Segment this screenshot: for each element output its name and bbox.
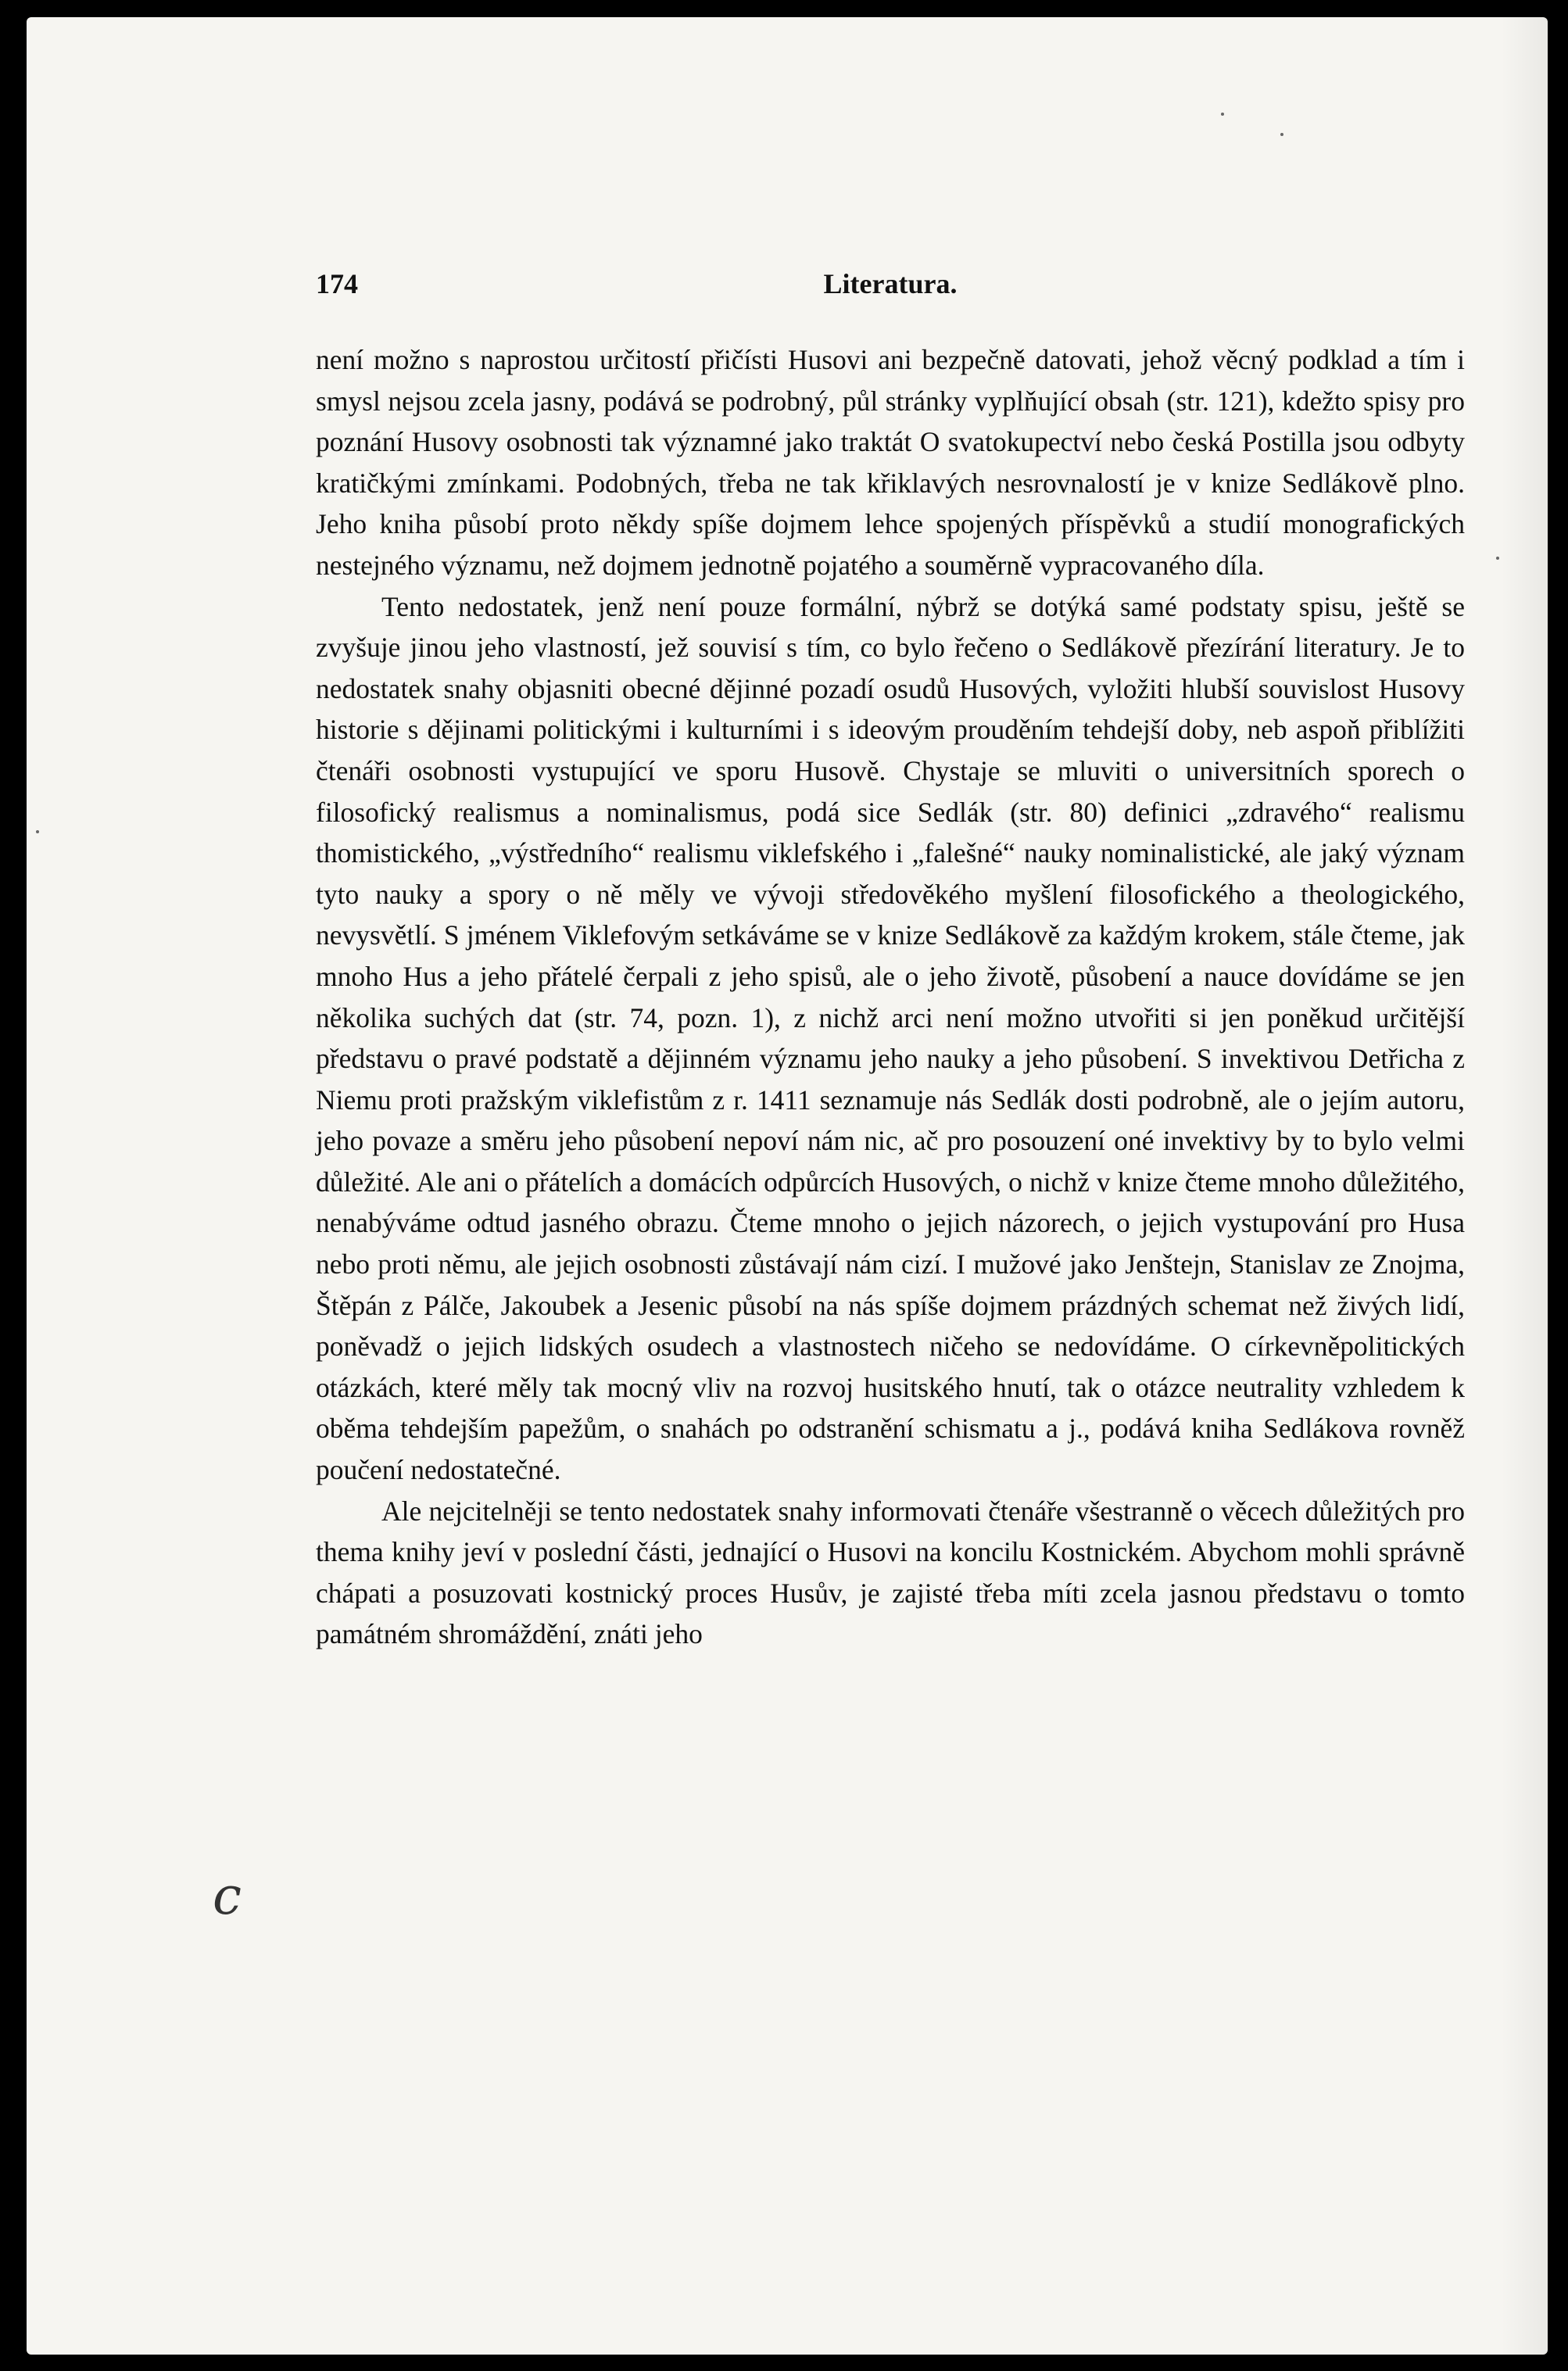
page-header xyxy=(316,267,1465,306)
paragraph-1: není možno s naprostou určitostí přičísti Husovi ani bezpečně datovati, jehož věcný podklad a tím i smysl nejsou zcela jasny, podává se podrobný, půl stránky vyplňující obsah (str. 121), kdežto spisy pro poznání Husovy osobnosti tak významné jako traktát O svatokupectví nebo česká Postilla jsou odbyty kratičkými zmínkami. Podobných, třeba ne tak křiklavých nesrovnalostí je v knize Sedlákově plno. Jeho kniha působí proto někdy spíše dojmem lehce spojených příspěvků a studií monografických nestejného významu, než dojmem jednotně pojatého a souměrně vypracovaného díla. xyxy=(316,344,1465,581)
page-edge-shadow xyxy=(1501,17,1548,2355)
scan-speck xyxy=(1280,133,1283,136)
margin-annotation: c xyxy=(213,1866,242,1926)
paragraph-2: Tento nedostatek, jenž není pouze formální, nýbrž se dotýká samé podstaty spisu, ještě se zvyšuje jinou jeho vlastností, jež souvisí s tím, co bylo řečeno o Sedlákově přezírání literatury. Je to nedostatek snahy objasniti obecné dějinné pozadí osudů Husových, vyložiti hlubší souvislost Husovy historie s dějinami politickými i kulturními i s ideovým prouděním tehdejší doby, neb aspoň přiblížiti čtenáři osobnosti vystupující ve sporu Husově. Chystaje se mluviti o universitních sporech o filosofický realismus a nominalismus, podá sice Sedlák (str. 80) definici „zdravého“ realismu thomistického, „výstředního“ realismu viklefského i „falešné“ nauky nominalistické, ale jaký význam tyto nauky a spory o ně měly ve vývoji středověkého myšlení filosofického a theologického, nevysvětlí. S jménem Viklefovým setkáváme se v knize Sedlákově za každým krokem, stále čteme, jak mnoho Hus a jeho přátelé čerpali z jeho spisů, ale o jeho životě, působení a nauce dovídáme se jen několika suchých dat (str. 74, pozn. 1), z nichž arci není možno utvořiti si jen poněkud určitější představu o pravé podstatě a dějinném významu jeho nauky a jeho působení. S invektivou Detřicha z Niemu proti pražským viklefistům z r. 1411 seznamuje nás Sedlák dosti podrobně, ale o jejím autoru, jeho povaze a směru jeho působení nepoví nám nic, ač pro posouzení oné invektivy by to bylo velmi důležité. Ale ani o přátelích a domácích odpůrcích Husových, o nichž v knize čteme mnoho důležitého, nenabýváme odtud jasného obrazu. Čteme mnoho o jejich názorech, o jejich vystupování pro Husa nebo proti němu, ale jejich osobnosti zůstávají nám cizí. I mužové jako Jenštejn, Stanislav ze Znojma, Štěpán z Pálče, Jakoubek a Jesenic působí na nás spíše dojmem prázdných schemat než živých lidí, poněvadž o jejich lidských osudech a vlastnostech ničeho se nedovídáme. O církevněpolitických otázkách, které měly tak mocný vliv na rozvoj husitského hnutí, tak o otázce neutrality vzhledem k oběma tehdejším papežům, o snahách po odstranění schismatu a j., podává kniha Sedlákova rovněž poučení nedostatečné. xyxy=(316,590,1465,1486)
scan-speck xyxy=(1496,557,1499,560)
scan-speck xyxy=(1221,113,1224,116)
page-number: 174 xyxy=(316,268,358,299)
paragraph-3: Ale nejcitelněji se tento nedostatek snahy informovati čtenáře všestranně o věcech důležitých pro thema knihy jeví v poslední části, jednající o Husovi na koncilu Kostnickém. Abychom mohli správně chápati a posuzovati kostnický proces Husův, je zajisté třeba míti zcela jasnou představu o tomto památném shromáždění, znáti jeho xyxy=(316,1495,1465,1650)
body-text xyxy=(316,339,1465,1655)
running-head: Literatura. xyxy=(823,268,958,299)
scan-speck xyxy=(36,830,39,833)
book-page xyxy=(27,17,1548,2355)
